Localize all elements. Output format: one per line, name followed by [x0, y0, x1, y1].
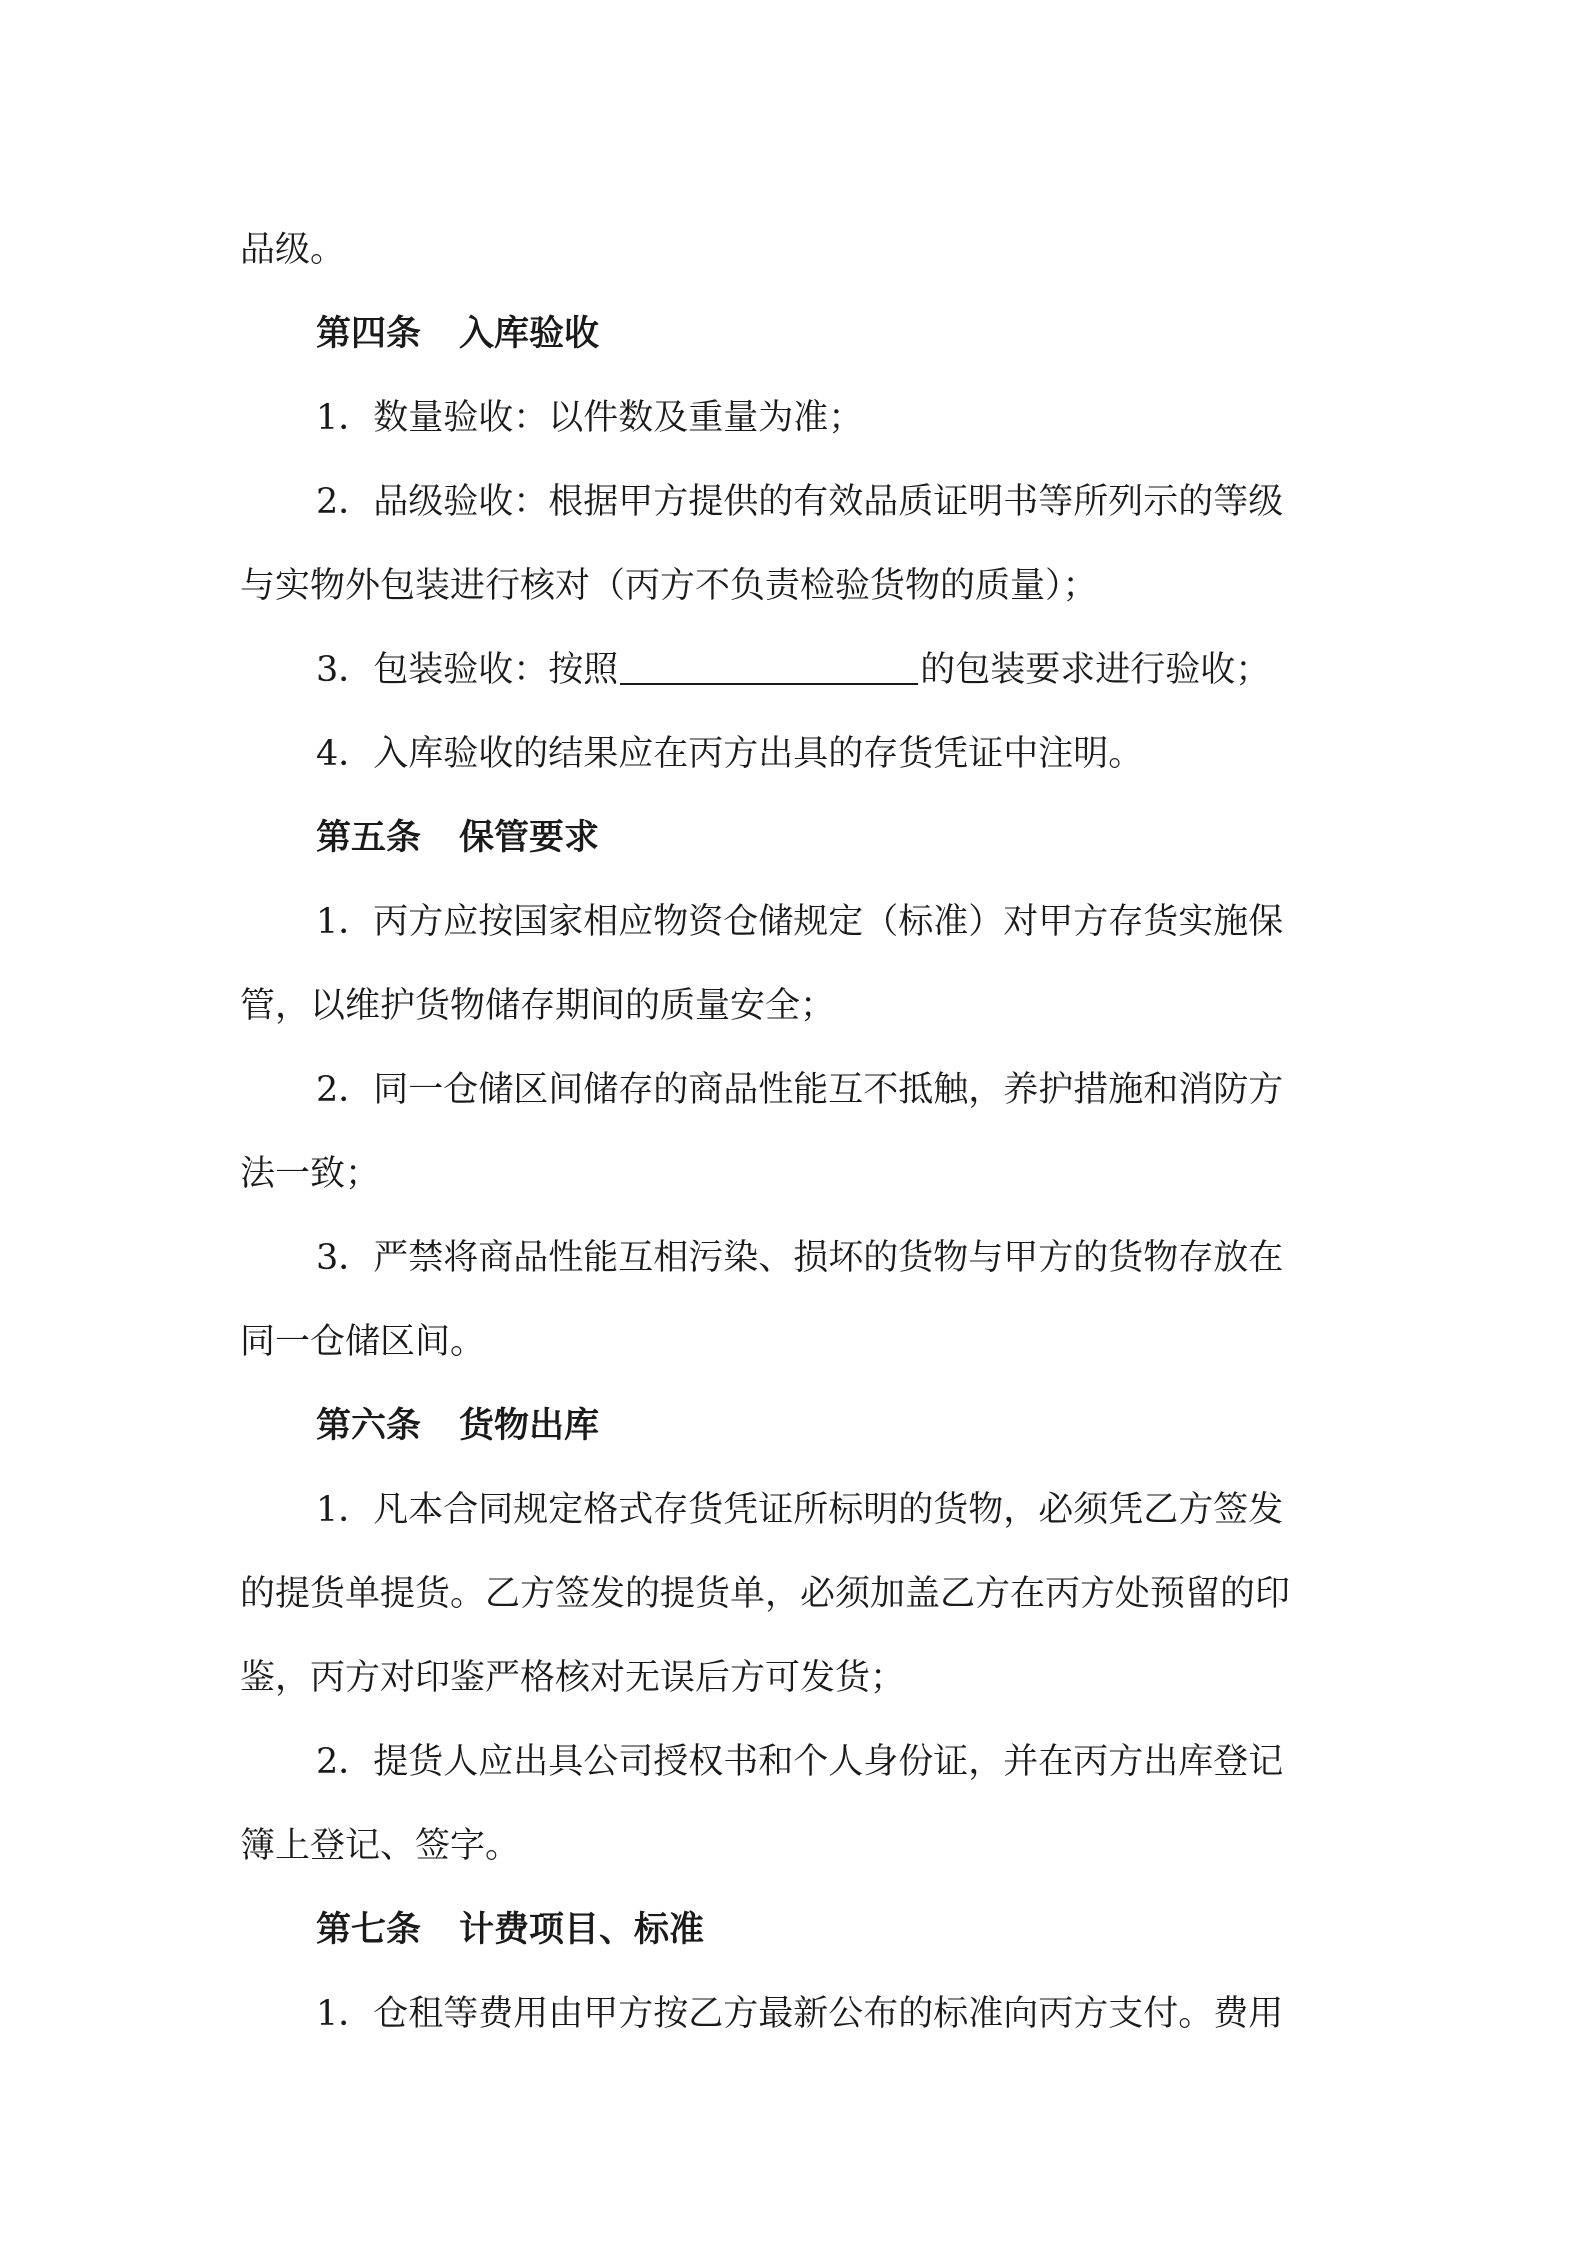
article-number: 第五条	[316, 817, 422, 858]
clause-line: 1．数量验收：以件数及重量为准；	[316, 398, 864, 438]
clause-line: 品级。	[240, 230, 346, 270]
fill-in-blank[interactable]	[620, 647, 918, 685]
clause-line: 法一致；	[240, 1154, 381, 1194]
clause-line: 2．同一仓储区间储存的商品性能互不抵触，养护措施和消防方	[316, 1070, 1284, 1110]
clause-text-before-blank: 3．包装验收：按照	[316, 650, 619, 690]
clause-line: 同一仓储区间。	[240, 1322, 486, 1362]
article-title: 保管要求	[459, 817, 600, 858]
article-title: 入库验收	[459, 313, 600, 354]
clause-line: 的提货单提货。乙方签发的提货单，必须加盖乙方在丙方处预留的印	[240, 1574, 1291, 1614]
article-heading	[240, 1384, 1356, 1468]
clause-line: 2．品级验收：根据甲方提供的有效品质证明书等所列示的等级	[316, 482, 1284, 522]
article-number: 第四条	[316, 313, 422, 354]
article-title: 计费项目、标准	[459, 1909, 705, 1950]
clause-line	[240, 628, 1356, 712]
clause-line: 管，以维护货物储存期间的质量安全；	[240, 986, 836, 1026]
article-heading	[240, 1888, 1356, 1972]
clause-line: 与实物外包装进行核对（丙方不负责检验货物的质量）；	[240, 566, 1098, 606]
clause-line: 1．丙方应按国家相应物资仓储规定（标准）对甲方存货实施保	[316, 902, 1284, 942]
clause-line: 3．严禁将商品性能互相污染、损坏的货物与甲方的货物存放在	[316, 1238, 1284, 1278]
document-body	[240, 208, 1356, 2056]
article-number: 第七条	[316, 1909, 422, 1950]
article-heading	[240, 796, 1356, 880]
clause-line: 1．仓租等费用由甲方按乙方最新公布的标准向丙方支付。费用	[316, 1994, 1284, 2034]
clause-line: 鉴，丙方对印鉴严格核对无误后方可发货；	[240, 1658, 906, 1698]
article-heading	[240, 292, 1356, 376]
article-number: 第六条	[316, 1405, 422, 1446]
clause-text-after-blank: 的包装要求进行验收；	[920, 650, 1271, 690]
clause-line: 簿上登记、签字。	[240, 1826, 521, 1866]
article-title: 货物出库	[459, 1405, 600, 1446]
clause-line: 4．入库验收的结果应在丙方出具的存货凭证中注明。	[316, 734, 1144, 774]
clause-line: 1．凡本合同规定格式存货凭证所标明的货物，必须凭乙方签发	[316, 1490, 1284, 1530]
clause-line: 2．提货人应出具公司授权书和个人身份证，并在丙方出库登记	[316, 1742, 1284, 1782]
